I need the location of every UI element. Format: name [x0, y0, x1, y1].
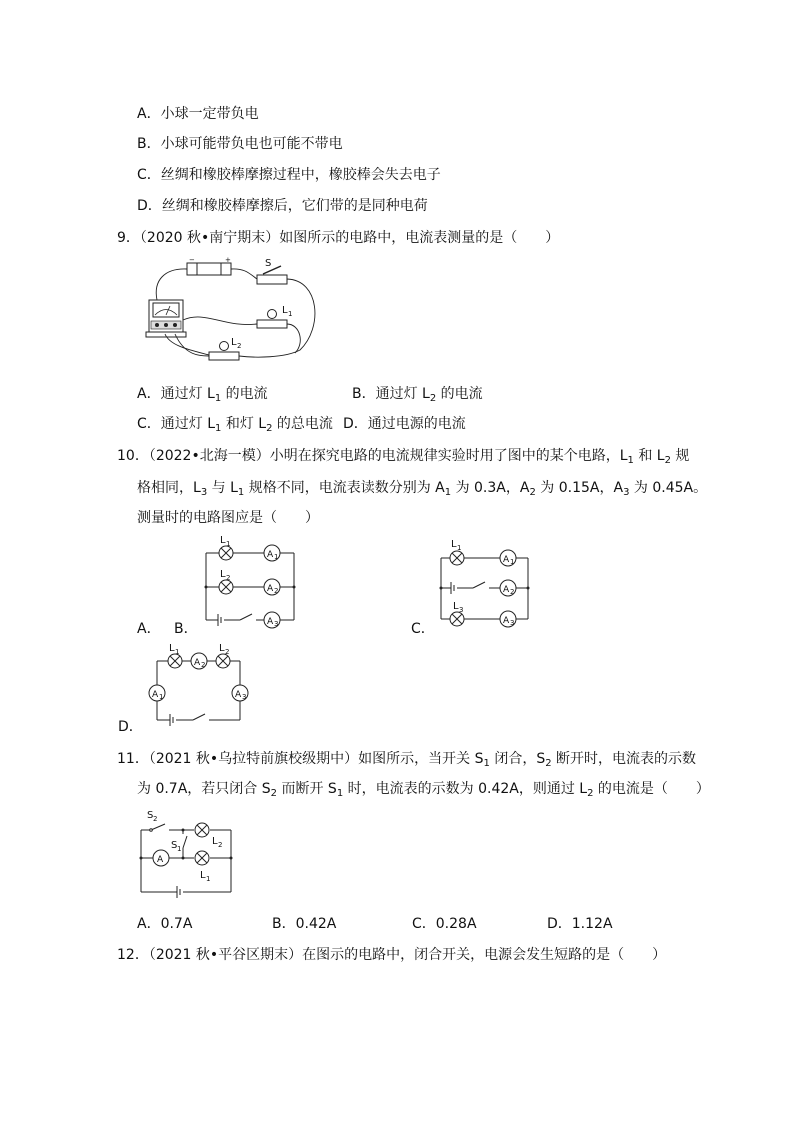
- lamp-l2-label: L: [231, 337, 237, 348]
- q10-circuit-c: [437, 534, 537, 634]
- ammeter-a3: [264, 612, 280, 628]
- svg-text:1: 1: [226, 540, 231, 548]
- switch-s1: [171, 840, 181, 853]
- battery: [187, 256, 231, 275]
- lamp-l1: [219, 535, 233, 560]
- lamp-l1: [257, 305, 292, 328]
- svg-text:S: S: [147, 810, 154, 821]
- svg-text:L: L: [219, 643, 225, 654]
- ammeter-a1: [500, 550, 516, 566]
- lamp-l2: [216, 643, 230, 668]
- q10-circuit-ab: [200, 534, 300, 634]
- q11-option-b: B．0.42A: [272, 916, 337, 932]
- svg-text:3: 3: [510, 619, 515, 627]
- svg-text:+: +: [225, 256, 231, 264]
- svg-text:A: A: [194, 658, 201, 668]
- ammeter-a1: [149, 685, 165, 701]
- lamp-l1: [450, 539, 464, 565]
- svg-text:A: A: [267, 617, 274, 627]
- ammeter: [146, 300, 186, 337]
- q9-option-d: D．通过电源的电流: [343, 416, 466, 432]
- svg-text:L: L: [451, 539, 457, 550]
- q10-option-a-label: A．: [137, 621, 161, 637]
- q8-option-d: D．丝绸和橡胶棒摩擦后，它们带的是同种电荷: [137, 198, 428, 214]
- svg-text:2: 2: [237, 342, 242, 350]
- svg-text:−: −: [189, 256, 195, 264]
- svg-text:L: L: [212, 836, 218, 847]
- svg-text:1: 1: [159, 693, 164, 701]
- q9-option-a: A．通过灯 $L_1$ 的电流: [137, 386, 268, 404]
- svg-text:S: S: [171, 840, 178, 851]
- q10-stem-line3: 测量时的电路图应是（ ）: [137, 510, 319, 526]
- svg-text:2: 2: [201, 661, 206, 669]
- ammeter-a2: [500, 580, 516, 596]
- q10-option-c-label: C．: [411, 621, 435, 637]
- svg-text:A: A: [503, 585, 510, 595]
- ammeter-a2: [264, 579, 280, 595]
- lamp-l2: [209, 337, 241, 360]
- svg-text:3: 3: [274, 620, 279, 628]
- q10-option-b-label: B．: [174, 621, 198, 637]
- svg-text:1: 1: [510, 558, 515, 566]
- svg-text:A: A: [267, 584, 274, 594]
- q10-option-d-label: D．: [118, 719, 143, 735]
- lamp-l1: [168, 643, 182, 668]
- svg-text:L: L: [220, 535, 226, 546]
- svg-text:3: 3: [459, 606, 464, 614]
- svg-text:1: 1: [288, 310, 293, 318]
- ammeter-a3: [500, 611, 516, 627]
- q11-option-c: C．0.28A: [412, 916, 477, 932]
- q10-circuit-d: [143, 643, 253, 723]
- svg-text:1: 1: [175, 648, 180, 656]
- q8-option-b: B．小球可能带负电也可能不带电: [137, 136, 343, 152]
- ammeter-a1: [264, 545, 280, 561]
- svg-text:L: L: [169, 643, 175, 654]
- lamp-l1-label: L: [282, 305, 288, 316]
- q11-circuit-figure: [135, 806, 245, 898]
- svg-text:L: L: [200, 870, 206, 881]
- q8-option-c: C．丝绸和橡胶棒摩擦过程中，橡胶棒会失去电子: [137, 167, 441, 183]
- switch-label: S: [265, 258, 272, 269]
- q10-stem-line1: 10．（2022•北海一模）小明在探究电路的电流规律实验时用了图中的某个电路，$L_1$ 和 $L_2$ 规: [117, 448, 690, 466]
- svg-text:1: 1: [206, 875, 211, 883]
- q11-stem-line2: 为 0.7A，若只闭合 $S_2$ 而断开 $S_1$ 时，电流表的示数为 0.42A，则通过 $L_2$ 的电流是（ ）: [137, 781, 710, 799]
- lamp-l1: [195, 851, 210, 883]
- svg-text:2: 2: [226, 574, 231, 582]
- svg-text:1: 1: [274, 553, 279, 561]
- q9-option-b: B．通过灯 $L_2$ 的电流: [352, 386, 483, 404]
- ammeter: [153, 850, 169, 866]
- svg-text:A: A: [267, 550, 274, 560]
- svg-text:2: 2: [153, 815, 158, 823]
- svg-text:A: A: [503, 616, 510, 626]
- svg-text:1: 1: [177, 845, 182, 853]
- q8-option-a: A．小球一定带负电: [137, 106, 259, 122]
- svg-text:L: L: [453, 601, 459, 612]
- svg-text:3: 3: [242, 693, 247, 701]
- svg-text:2: 2: [510, 588, 515, 596]
- q10-stem-line2: 格相同，$L_3$ 与 $L_1$ 规格不同，电流表读数分别为 $A_1$ 为 0.3A，$A_2$ 为 0.15A，$A_3$ 为 0.45A。: [137, 480, 708, 498]
- svg-text:1: 1: [457, 544, 462, 552]
- svg-text:2: 2: [225, 648, 230, 656]
- q11-stem-line1: 11．（2021 秋•乌拉特前旗校级期中）如图所示，当开关 $S_1$ 闭合，$S_2$ 断开时，电流表的示数: [117, 751, 697, 769]
- q12-stem: 12．（2021 秋•平谷区期末）在图示的电路中，闭合开关，电源会发生短路的是（ ）: [117, 947, 667, 963]
- q11-option-a: A．0.7A: [137, 916, 193, 932]
- svg-text:2: 2: [274, 587, 279, 595]
- q9-circuit-figure: [145, 258, 325, 368]
- svg-text:2: 2: [218, 841, 223, 849]
- lamp-l2: [219, 569, 233, 594]
- q9-option-c: C．通过灯 $L_1$ 和灯 $L_2$ 的总电流: [137, 416, 333, 434]
- svg-text:A: A: [152, 690, 159, 700]
- svg-text:A: A: [157, 855, 164, 865]
- q9-stem: 9．（2020 秋•南宁期末）如图所示的电路中，电流表测量的是（ ）: [117, 230, 560, 246]
- q11-option-d: D．1.12A: [547, 916, 613, 932]
- lamp-l2: [195, 823, 222, 849]
- svg-text:A: A: [503, 555, 510, 565]
- ammeter-a3: [232, 685, 248, 701]
- switch-s: [257, 258, 287, 284]
- ammeter-a2: [191, 653, 207, 669]
- lamp-l3: [450, 601, 464, 626]
- svg-text:A: A: [235, 690, 242, 700]
- svg-text:L: L: [220, 569, 226, 580]
